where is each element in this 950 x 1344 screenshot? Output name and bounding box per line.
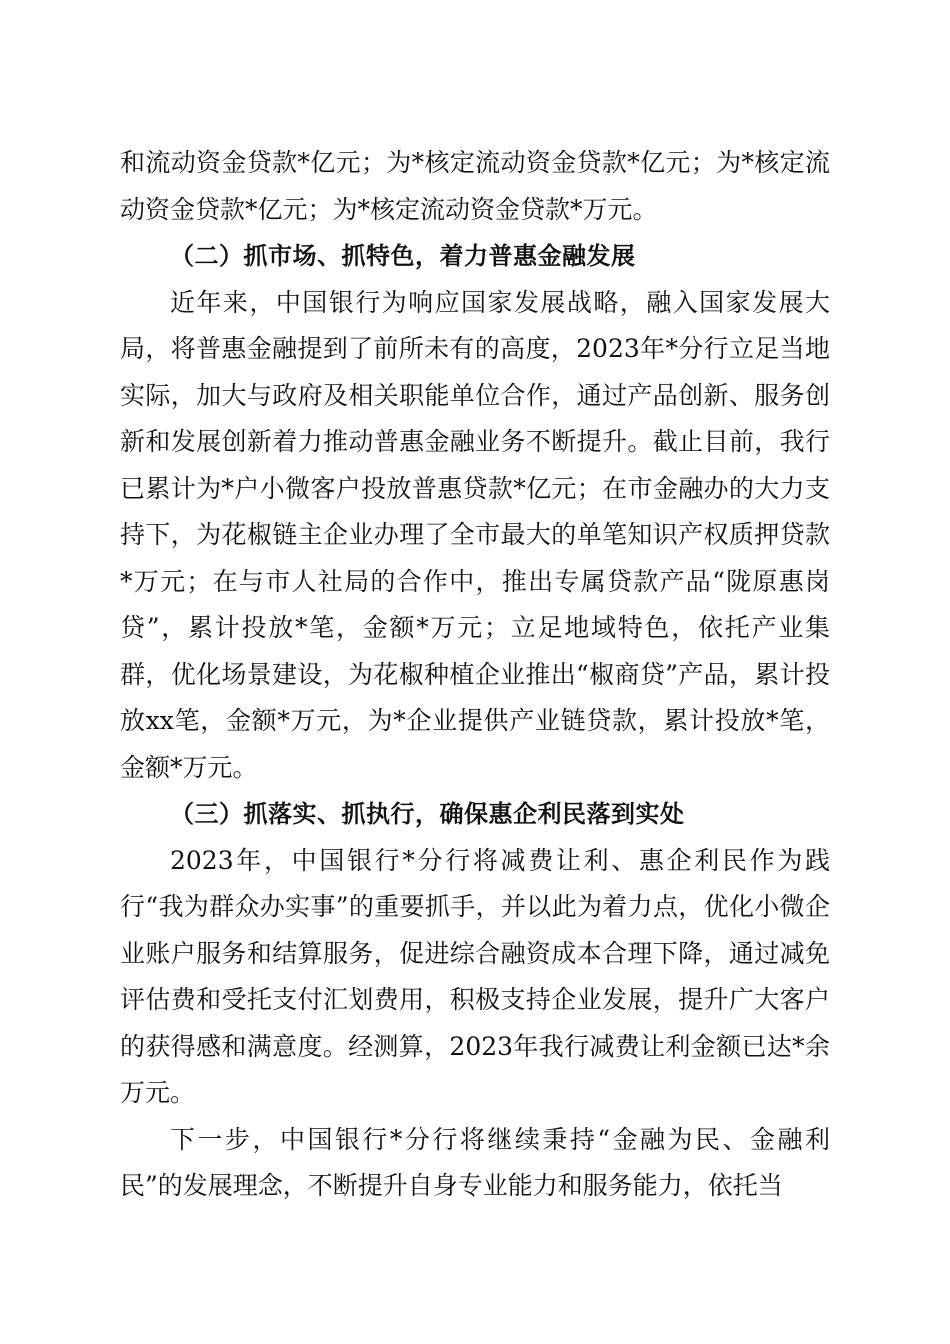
document-body (120, 140, 830, 1210)
paragraph-fee-reduction: 2023年，中国银行*分行将减费让利、惠企利民作为践行“我为群众办实事”的重要抓手，并以此为着力点，优化小微企业账户服务和结算服务，促进综合融资成本合理下降，通过减免评估费和受托支付汇划费用，积极支持企业发展，提升广大客户的获得感和满意度。经测算，2023年我行减费让利金额已达*余万元。 (120, 845, 830, 1107)
paragraph-continuation: 和流动资金贷款*亿元；为*核定流动资金贷款*亿元；为*核定流动资金贷款*亿元；为*核定流动资金贷款*万元。 (120, 148, 830, 224)
section-heading-3: （三）抓落实、抓执行，确保惠企利民落到实处 (170, 800, 685, 828)
section-heading-2: （二）抓市场、抓特色，着力普惠金融发展 (170, 242, 636, 270)
paragraph-inclusive-finance: 近年来，中国银行为响应国家发展战略，融入国家发展大局，将普惠金融提到了前所未有的高度，2023年*分行立足当地实际，加大与政府及相关职能单位合作，通过产品创新、服务创新和发展创新着力推动普惠金融业务不断提升。截止目前，我行已累计为*户小微客户投放普惠贷款*亿元；在市金融办的大力支持下，为花椒链主企业办理了全市最大的单笔知识产权质押贷款*万元；在与市人社局的合作中，推出专属贷款产品“陇原惠岗贷”，累计投放*笔，金额*万元；立足地域特色，依托产业集群，优化场景建设，为花椒种植企业推出“椒商贷”产品，累计投放xx笔，金额*万元，为*企业提供产业链贷款，累计投放*笔，金额*万元。 (120, 287, 830, 782)
paragraph-next-step: 下一步，中国银行*分行将继续秉持“金融为民、金融利民”的发展理念，不断提升自身专业能力和服务能力，依托当 (120, 1124, 830, 1200)
